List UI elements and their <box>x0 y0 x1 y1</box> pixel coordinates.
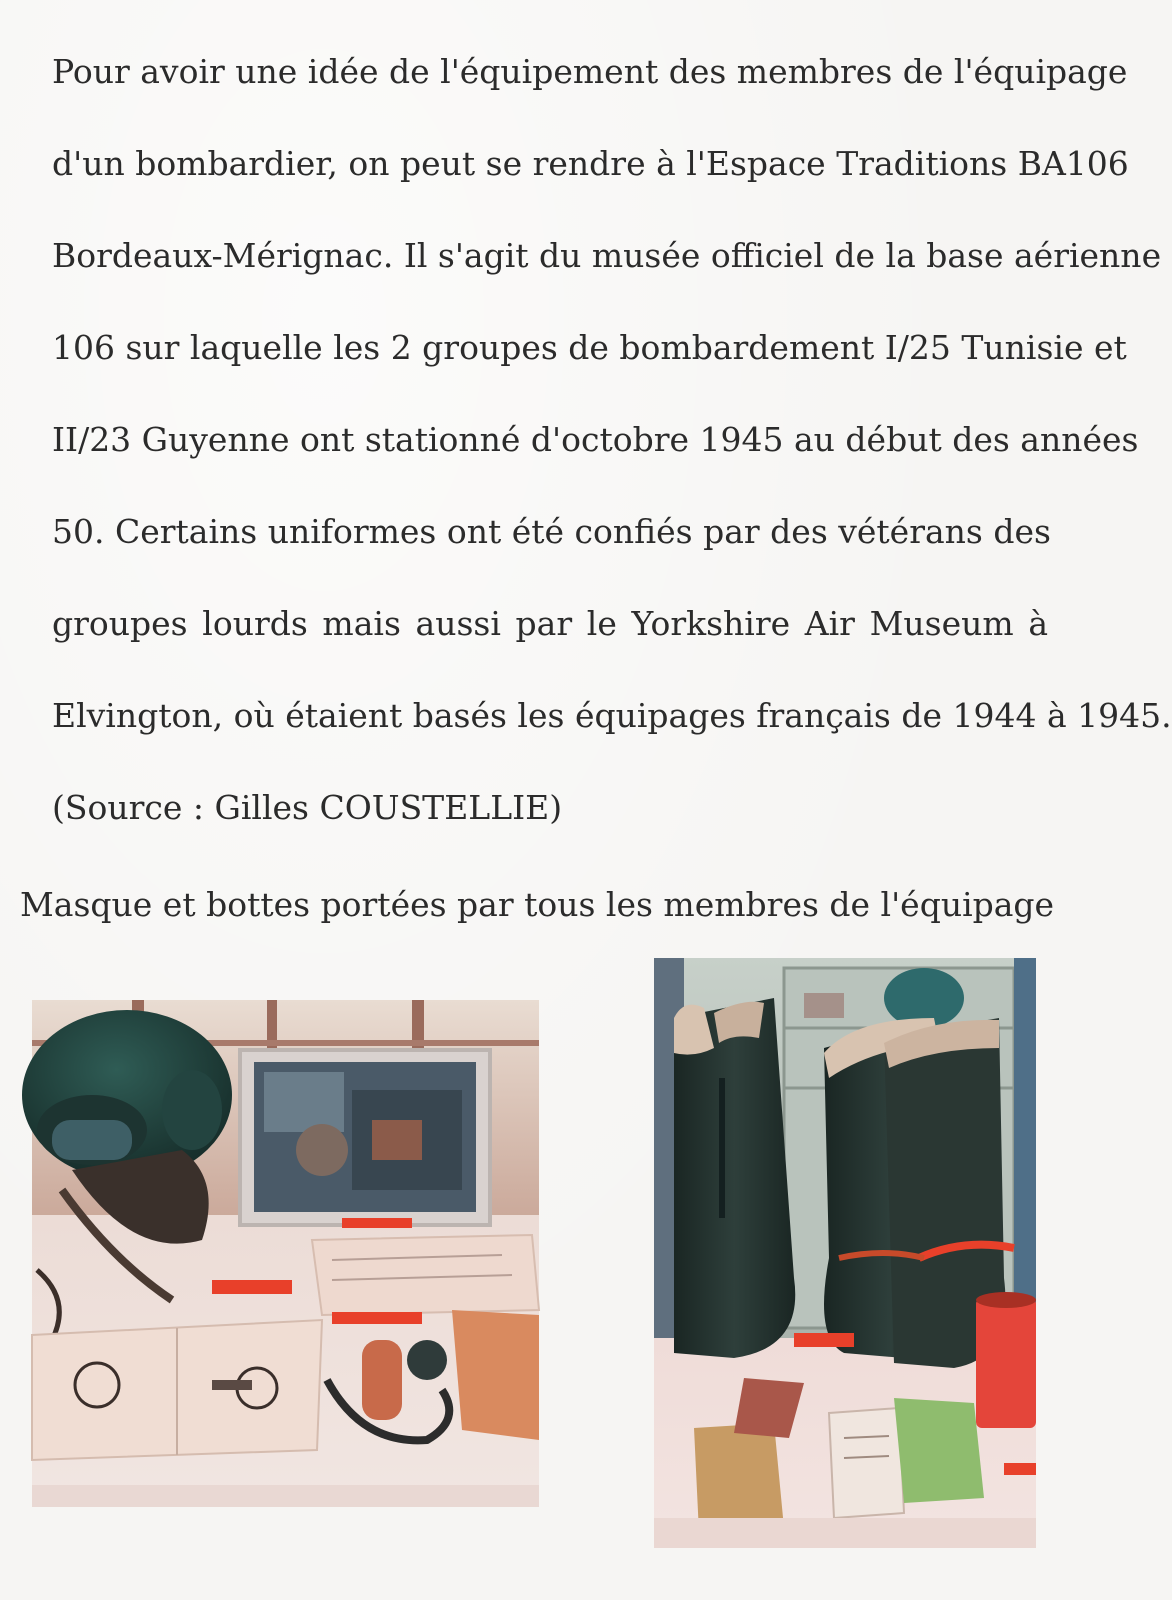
paragraph-line-3: Bordeaux-Mérignac. Il s'agit du musée officiel de la base aérienne <box>52 236 1162 275</box>
flight-boots-photo-icon <box>654 958 1036 1548</box>
boots-photo-illustration <box>654 958 1036 1548</box>
mask-photo-illustration <box>32 1000 539 1507</box>
paragraph-line-2: d'un bombardier, on peut se rendre à l'Espace Traditions BA106 <box>52 144 1129 183</box>
paragraph-line-6: 50. Certains uniformes ont été confiés par des vétérans des <box>52 512 1051 551</box>
paragraph-line-8: Elvington, où étaient basés les équipages français de 1944 à 1945. <box>52 696 1172 735</box>
body-paragraph <box>52 26 1172 854</box>
photo-caption: Masque et bottes portées par tous les membres de l'équipage <box>20 885 1055 924</box>
paragraph-line-5: II/23 Guyenne ont stationné d'octobre 1945 au début des années <box>52 420 1139 459</box>
paragraph-line-7: groupes lourds mais aussi par le Yorkshire Air Museum à <box>52 604 1048 643</box>
flight-mask-helmet-photo-icon <box>32 1000 539 1507</box>
source-line: (Source : Gilles COUSTELLIE) <box>52 788 563 827</box>
paragraph-line-1: Pour avoir une idée de l'équipement des membres de l'équipage <box>52 52 1128 91</box>
paragraph-line-4: 106 sur laquelle les 2 groupes de bombardement I/25 Tunisie et <box>52 328 1127 367</box>
